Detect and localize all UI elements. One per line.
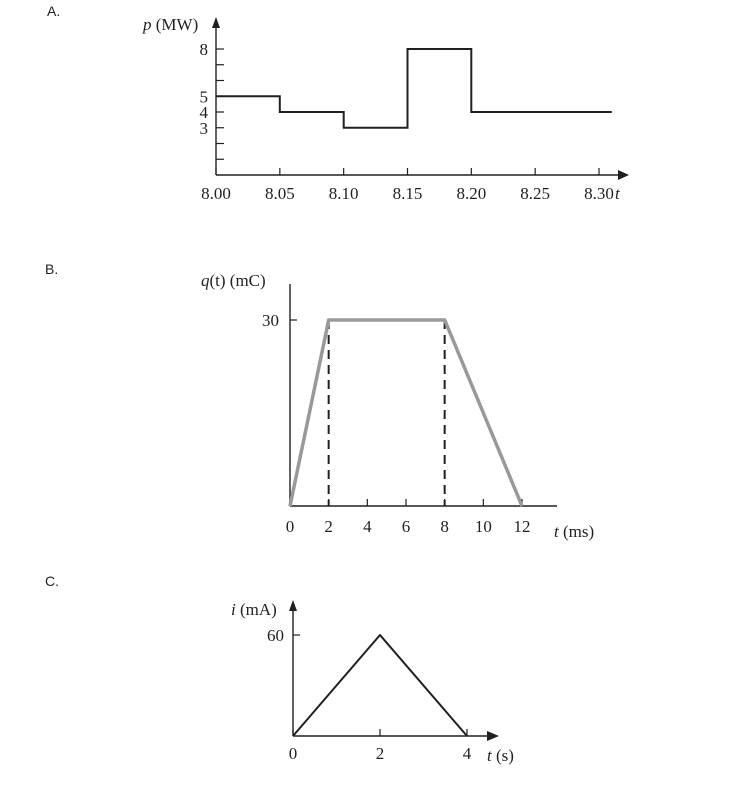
panel-a-label: A. <box>47 3 61 19</box>
chart-b-x-tick-label: 6 <box>401 517 411 536</box>
chart-a-y-tick-label: 8 <box>199 40 208 59</box>
chart-b-x-tick-label: 0 <box>285 517 295 536</box>
chart-c-x-tick-label: 4 <box>462 744 472 763</box>
chart-b-y-label-arg: (t) <box>209 271 226 290</box>
chart-b-x-label-unit: (ms) <box>558 522 595 541</box>
chart-b-x-tick-label: 4 <box>363 517 372 536</box>
chart-b-x-tick-label: 10 <box>474 517 492 536</box>
chart-c-x-label <box>487 746 514 765</box>
chart-b-y-label-unit: (mC) <box>225 271 266 290</box>
chart-c-current-series <box>293 635 467 736</box>
chart-c-y-tick-label: 60 <box>267 626 284 645</box>
chart-a-x-tick-label: 8.30 <box>584 184 614 203</box>
chart-b <box>201 271 594 541</box>
chart-b-y-label-var: q <box>201 271 210 290</box>
chart-a-x-tick-label: 8.15 <box>392 184 423 203</box>
chart-c-x-tick-label: 2 <box>375 744 385 763</box>
chart-c-y-arrow <box>289 600 297 611</box>
chart-a-y-label <box>142 15 198 34</box>
chart-b-x-label-var: t <box>554 522 559 541</box>
chart-a-x-tick-label: 8.05 <box>264 184 295 203</box>
chart-a <box>142 15 629 203</box>
chart-c-y-label-unit: (mA) <box>235 600 277 619</box>
chart-b-x-tick-label: 2 <box>324 517 333 536</box>
chart-c-x-arrow <box>487 731 499 741</box>
chart-a-x-tick-label: 8.00 <box>201 184 231 203</box>
chart-a-power-series <box>216 49 612 128</box>
chart-a-y-label-unit: (MW) <box>151 15 199 34</box>
chart-a-y-label-var: p <box>143 15 152 34</box>
chart-b-x-label <box>554 522 594 541</box>
chart-a-x-tick-label: 8.25 <box>520 184 551 203</box>
chart-b-x-tick-label: 8 <box>440 517 449 536</box>
chart-c-x-label-unit: (s) <box>491 746 514 765</box>
chart-b-charge-series <box>290 320 522 506</box>
chart-c-y-label <box>231 600 277 619</box>
chart-a-y-tick-label: 4 <box>199 103 208 122</box>
chart-a-y-arrow <box>212 17 220 28</box>
chart-c <box>231 600 514 765</box>
chart-c-x-tick-label: 0 <box>288 744 298 763</box>
chart-b-y-label <box>201 271 266 290</box>
chart-a-x-tick-label: 8.10 <box>328 184 359 203</box>
chart-b-x-tick-label: 12 <box>513 517 531 536</box>
chart-a-x-tick-label: 8.20 <box>456 184 487 203</box>
chart-a-y-tick-label: 5 <box>199 87 208 107</box>
panel-c-label: C. <box>45 573 59 589</box>
chart-c-x-label-var: t <box>487 746 492 765</box>
chart-a-x-arrow <box>618 170 629 180</box>
chart-b-y-tick-label: 30 <box>262 311 279 330</box>
chart-a-y-tick-label: 3 <box>199 118 208 138</box>
panel-b-label: B. <box>45 261 59 277</box>
chart-c-y-label-var: i <box>231 600 236 619</box>
chart-a-x-label: t <box>615 184 620 203</box>
